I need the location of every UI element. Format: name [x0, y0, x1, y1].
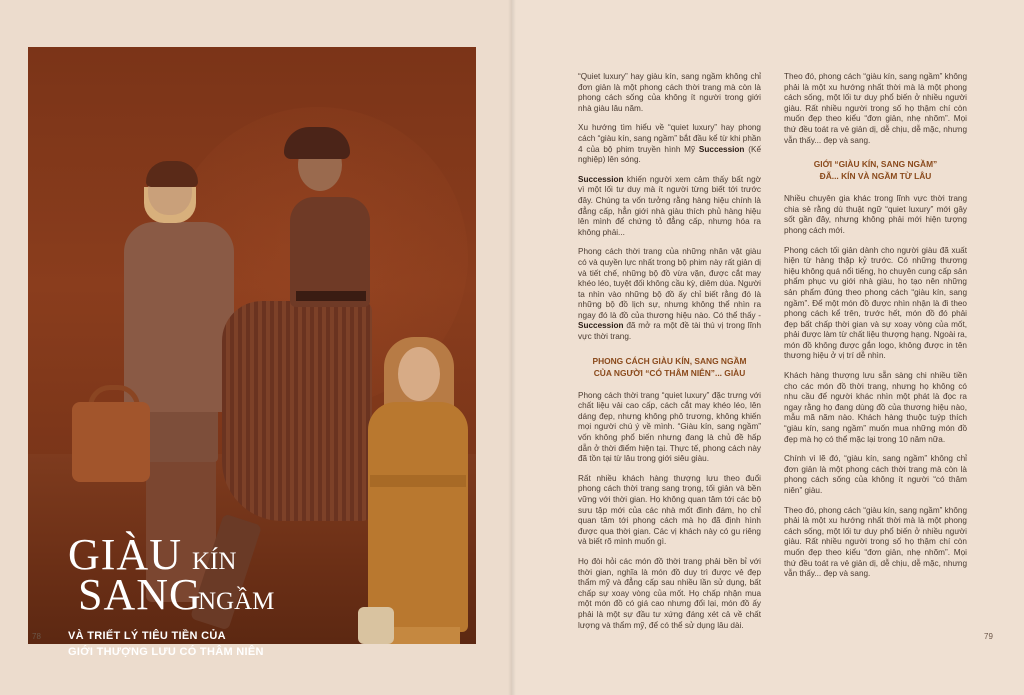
paragraph: Xu hướng tìm hiểu về “quiet luxury” hay phong cách “giàu kín, sang ngầm” bắt đầu kể từ khi phần 4 của bộ phim truyền hình Mỹ Succession (Kế nghiệp) lên sóng.	[578, 123, 761, 165]
title-word-giau: GIÀU	[68, 530, 182, 579]
paragraph: Khách hàng thượng lưu sẵn sàng chi nhiều tiền cho các món đồ thời trang, nhưng họ không có nhu cầu để người khác nhìn một phát là đọc ra ngay rằng họ đang dùng đồ của thương hiệu nào, mẫu mã năm nào. Khách hàng thuộc tuýp thích “giàu kín, sang ngầm” muốn mua những món đồ đẹp mà họ có thể mặc lại trong 10 năm nữa.	[784, 371, 967, 444]
paragraph: Succession khiến người xem cảm thấy bất ngờ vì một lối tư duy mà ít người từng biết tới trước đây. Chúng ta vốn tưởng rằng hàng hiệu chính là đẳng cấp, hẳn giới nhà giàu thích phủ hàng hiệu lên mình để chứng tỏ đẳng cấp, nhưng hóa ra không phải...	[578, 174, 761, 237]
paragraph: Phong cách tối giản dành cho người giàu đã xuất hiện từ hàng thập kỷ trước. Có những thương hiệu không quá nổi tiếng, họ chuyên cung cấp sản phẩm phục vụ giới nhà giàu, họ tạo nên những sản phẩm đúng theo phong cách “giàu kín, sang ngầm”. Để một món đồ được nhìn nhận là đi theo phong cách kể trên, trước hết, món đồ đó phải đẹp bất chấp thời gian và sự xoay vòng của mốt, phải được làm từ chất liệu thượng hạng. Ngoài ra, món đồ không được gắn logo, không được in tên thương hiệu ở vị trí dễ nhìn.	[784, 245, 967, 361]
title-word-ngam: NGẦM	[198, 588, 275, 615]
right-page	[512, 0, 1024, 695]
text-column-2	[784, 72, 967, 589]
paragraph: Nhiều chuyên gia khác trong lĩnh vực thời trang chia sẻ rằng dù thuật ngữ “quiet luxury” mới gây sốt gần đây, nhưng không phải mới hiện tượng phong cách mới.	[784, 194, 967, 235]
subtitle-line-2: GIỚI THƯỢNG LƯU CÓ THÂM NIÊN	[68, 646, 264, 658]
handbag-image	[72, 402, 150, 482]
title-word-kin: KÍN	[192, 548, 237, 575]
title-word-sang: SANG	[78, 570, 202, 619]
page-number-right: 79	[984, 632, 993, 641]
paragraph: Theo đó, phong cách “giàu kín, sang ngầm” không phải là một xu hướng nhất thời mà là một phong cách sống, một lối tư duy phổ biến ở nhiều người giàu. Rất nhiều người trong số họ thậm chí còn muốn đẹp theo kiểu “đơn giản, nhẹ nhõm”. Mọi thứ đều toát ra vẻ giản dị, dễ chịu, dễ mặc, nhưng vẫn thấy... đẹp và sang.	[784, 72, 967, 145]
paragraph: Phong cách thời trang của những nhân vật giàu có và quyền lực nhất trong bộ phim này rất giản dị và tiết chế, những bộ đồ vừa vặn, được cắt may khéo léo, tuyệt đối không cầu kỳ, diêm dúa. Người ta nhìn vào những bộ đồ ấy chỉ biết rằng đó là những bộ đồ lịch sự, nhưng không thể nhìn ra ngay đó là đồ của thương hiệu nào. Có thể thấy - Succession đã mở ra một đề tài thú vị trong lĩnh vực thời trang.	[578, 247, 761, 342]
paragraph: Chính vì lẽ đó, “giàu kín, sang ngầm” không chỉ đơn giản là một phong cách thời trang mà còn là phong cách sống của không ít người “có thâm niên” giàu.	[784, 454, 967, 495]
paragraph: Rất nhiều khách hàng thượng lưu theo đuổi phong cách thời trang sang trọng, tối giản và bền vững với thời gian. Họ không quan tâm tới các bộ sưu tập mới của các nhà mốt đình đám, họ chỉ quan tâm tới phong cách mà họ đã định hình được qua thời gian. Các vị khách này có gu riêng và biết rõ mình muốn gì.	[578, 473, 761, 547]
page-number-left: 78	[32, 632, 41, 641]
section-heading: PHONG CÁCH GIÀU KÍN, SANG NGẦM CỦA NGƯỜI “CÓ THÂM NIÊN”... GIÀU	[592, 355, 747, 378]
paragraph: Phong cách thời trang “quiet luxury” đặc trưng với chất liệu vải cao cấp, cách cắt may khéo léo, lên dáng đẹp, nhưng không phô trương, không khiến mọi người chú ý về mình. “Giàu kín, sang ngầm” vốn không phổ biến nhưng đang là chủ đề hấp dẫn ở thời điểm hiện tại. Thực tế, phong cách này đã tồn tại từ lâu trong giới siêu giàu.	[578, 390, 761, 464]
subtitle-line-1: VÀ TRIẾT LÝ TIÊU TIỀN CỦA	[68, 630, 226, 642]
section-heading: GIỚI “GIÀU KÍN, SANG NGẦM” ĐÃ... KÍN VÀ NGẦM TỪ LÂU	[813, 159, 938, 182]
paragraph: Họ đòi hỏi các món đồ thời trang phải bền bỉ với thời gian, nghĩa là món đồ duy trì được vẻ đẹp thẩm mỹ và đẳng cấp sau nhiều lần sử dụng, bất chấp sự xoay vòng của mốt. Họ chấp nhận mua một món đồ có giá cao nhưng đổi lại, món đồ ấy phải là một sự đầu tư xứng đáng xét cả về chất lượng và thẩm mỹ, để có thể sử dụng lâu dài.	[578, 556, 761, 630]
fashion-photo	[28, 47, 476, 658]
paragraph: “Quiet luxury” hay giàu kín, sang ngầm không chỉ đơn giản là một phong cách thời trang mà còn là phong cách sống của không ít người trong giới nhà giàu lâu năm.	[578, 72, 761, 113]
text-column-1	[578, 72, 761, 640]
paragraph: Theo đó, phong cách “giàu kín, sang ngầm” không phải là một xu hướng nhất thời mà là một phong cách sống, một lối tư duy phổ biến ở nhiều người giàu. Rất nhiều người trong số họ thậm chí còn muốn đẹp theo kiểu “đơn giản, nhẹ nhõm”. Mọi thứ đều toát ra vẻ giản dị, dễ chịu, dễ mặc, nhưng vẫn thấy... đẹp và sang.	[784, 505, 967, 579]
